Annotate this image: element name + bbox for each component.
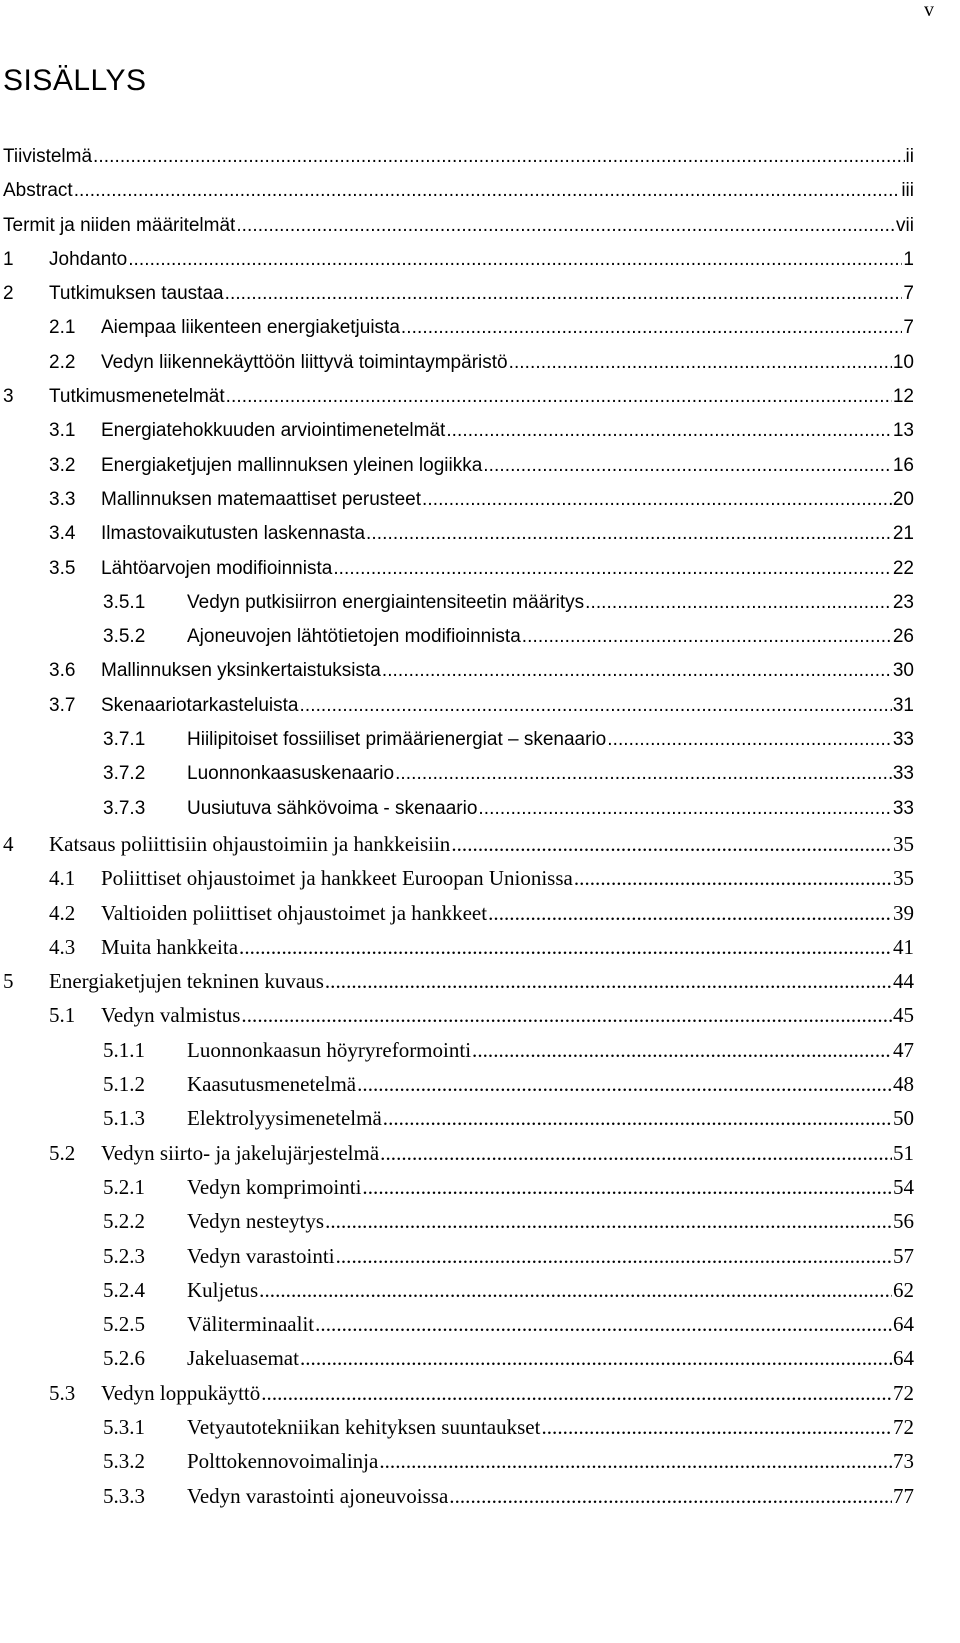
- section-title: Johdanto: [49, 248, 128, 270]
- section-page: 7: [903, 317, 914, 339]
- toc-entry[interactable]: [3, 283, 914, 317]
- section-number: 5.2.5: [103, 1312, 145, 1337]
- toc-entry[interactable]: [3, 866, 914, 900]
- toc-entry[interactable]: [3, 317, 914, 351]
- section-number: 5.3.1: [103, 1414, 145, 1439]
- section-title: Uusiutuva sähkövoima - skenaario: [187, 797, 478, 819]
- toc-entry[interactable]: [3, 1141, 914, 1175]
- section-page: 31: [892, 694, 914, 716]
- section-title: Luonnonkaasuskenaario: [187, 763, 395, 785]
- section-number: 5.3: [49, 1380, 76, 1405]
- dot-leader: [478, 798, 891, 820]
- section-number: 1: [3, 248, 14, 270]
- section-number: 5.3.3: [103, 1483, 145, 1508]
- toc-entry[interactable]: [3, 146, 914, 180]
- page-number: v: [924, 0, 934, 21]
- toc-entry[interactable]: [3, 695, 914, 729]
- section-page: iii: [901, 180, 914, 202]
- section-title: Luonnonkaasun höyryreformointi: [187, 1037, 472, 1062]
- toc-entry[interactable]: [3, 1038, 914, 1072]
- section-page: 72: [893, 1380, 914, 1405]
- section-title: Aiempaa liikenteen energiaketjuista: [101, 317, 400, 339]
- section-number: 3.7.3: [103, 797, 146, 819]
- dot-leader: [383, 1106, 892, 1131]
- section-page: 12: [892, 386, 914, 408]
- toc-entry[interactable]: [3, 1106, 914, 1140]
- section-page: 56: [893, 1209, 914, 1234]
- section-page: 13: [892, 420, 914, 442]
- toc-entry[interactable]: [3, 798, 914, 832]
- section-title: Kaasutusmenetelmä: [187, 1072, 357, 1097]
- section-number: 3.1: [49, 420, 76, 442]
- toc-entry[interactable]: [3, 180, 914, 214]
- dot-leader: [362, 1175, 892, 1200]
- section-page: 47: [893, 1037, 914, 1062]
- section-page: 62: [893, 1277, 914, 1302]
- section-number: 5.2.2: [103, 1209, 145, 1234]
- section-title: Vedyn varastointi ajoneuvoissa: [187, 1483, 449, 1508]
- dot-leader: [325, 969, 892, 994]
- toc-entry[interactable]: [3, 1175, 914, 1209]
- section-title: Termit ja niiden määritelmät: [3, 214, 236, 236]
- dot-leader: [541, 1415, 892, 1440]
- section-number: 3.5.2: [103, 626, 146, 648]
- section-title: Vedyn liikennekäyttöön liittyvä toimintaympäristö: [101, 351, 508, 373]
- dot-leader: [226, 386, 892, 408]
- dot-leader: [300, 1346, 892, 1371]
- section-number: 5.1.1: [103, 1037, 145, 1062]
- toc-entry[interactable]: [3, 352, 914, 386]
- dot-leader: [325, 1209, 892, 1234]
- dot-leader: [401, 317, 903, 339]
- section-number: 5.2.3: [103, 1243, 145, 1268]
- section-title: Tutkimuksen taustaa: [49, 283, 224, 305]
- section-title: Elektrolyysimenetelmä: [187, 1106, 382, 1131]
- toc-entry[interactable]: [3, 1312, 914, 1346]
- section-page: 45: [893, 1003, 914, 1028]
- section-title: Jakeluasemat: [187, 1346, 299, 1371]
- table-of-contents: [3, 146, 914, 1518]
- section-page: 77: [893, 1483, 914, 1508]
- toc-entry[interactable]: [3, 660, 914, 694]
- toc-entry[interactable]: [3, 455, 914, 489]
- section-title: Mallinnuksen yksinkertaistuksista: [101, 660, 381, 682]
- dot-leader: [315, 1312, 892, 1337]
- section-number: 2: [3, 283, 14, 305]
- section-title: Muita hankkeita: [101, 934, 239, 959]
- dot-leader: [366, 523, 892, 545]
- section-title: Vedyn putkisiirron energiaintensiteetin määritys: [187, 591, 585, 613]
- section-number: 5.2.6: [103, 1346, 145, 1371]
- section-title: Ajoneuvojen lähtötietojen modifioinnista: [187, 626, 521, 648]
- section-title: Mallinnuksen matemaattiset perusteet: [101, 488, 421, 510]
- section-title: Katsaus poliittisiin ohjaustoimiin ja hankkeisiin: [49, 831, 451, 856]
- dot-leader: [259, 1278, 892, 1303]
- toc-entry[interactable]: [3, 523, 914, 557]
- section-number: 4.3: [49, 934, 76, 959]
- section-page: 64: [893, 1346, 914, 1371]
- section-page: 7: [903, 283, 914, 305]
- section-page: 35: [893, 866, 914, 891]
- section-page: 41: [893, 934, 914, 959]
- section-title: Vedyn siirto- ja jakelujärjestelmä: [101, 1140, 380, 1165]
- toc-entry[interactable]: [3, 1278, 914, 1312]
- section-title: Lähtöarvojen modifioinnista: [101, 557, 333, 579]
- section-title: Tutkimusmenetelmät: [49, 386, 225, 408]
- dot-leader: [379, 1449, 892, 1474]
- section-page: 10: [892, 351, 914, 373]
- toc-entry[interactable]: [3, 763, 914, 797]
- section-page: 22: [892, 557, 914, 579]
- section-title: Vedyn komprimointi: [187, 1174, 362, 1199]
- dot-leader: [357, 1072, 892, 1097]
- toc-entry[interactable]: [3, 1244, 914, 1278]
- toc-entry[interactable]: [3, 215, 914, 249]
- section-number: 5.1.3: [103, 1106, 145, 1131]
- section-page: 33: [892, 763, 914, 785]
- dot-leader: [380, 1141, 892, 1166]
- dot-leader: [395, 763, 892, 785]
- section-number: 3.5: [49, 557, 76, 579]
- dot-leader: [225, 283, 903, 305]
- dot-leader: [574, 866, 892, 891]
- section-title: Hiilipitoiset fossiiliset primäärienergiat – skenaario: [187, 729, 607, 751]
- toc-entry[interactable]: [3, 729, 914, 763]
- section-title: Poliittiset ohjaustoimet ja hankkeet Euroopan Unionissa: [101, 866, 573, 891]
- toc-heading: SISÄLLYS: [3, 64, 147, 97]
- section-title: Vetyautotekniikan kehityksen suuntaukset: [187, 1414, 541, 1439]
- toc-entry[interactable]: [3, 420, 914, 454]
- toc-entry[interactable]: [3, 969, 914, 1003]
- section-number: 5.3.2: [103, 1449, 145, 1474]
- dot-leader: [333, 558, 892, 580]
- toc-entry[interactable]: [3, 935, 914, 969]
- section-title: Tiivistelmä: [3, 146, 93, 167]
- section-number: 5.2: [49, 1140, 76, 1165]
- section-number: 2.1: [49, 317, 76, 339]
- toc-entry[interactable]: [3, 1072, 914, 1106]
- section-page: 23: [892, 591, 914, 613]
- section-page: 72: [893, 1414, 914, 1439]
- section-number: 4.1: [49, 866, 76, 891]
- section-page: 16: [892, 454, 914, 476]
- dot-leader: [509, 352, 892, 374]
- section-title: Energiaketjujen mallinnuksen yleinen logiikka: [101, 454, 483, 476]
- toc-entry[interactable]: [3, 386, 914, 420]
- section-title: Valtioiden poliittiset ohjaustoimet ja hankkeet: [101, 900, 488, 925]
- section-number: 4: [3, 831, 14, 856]
- dot-leader: [472, 1038, 892, 1063]
- dot-leader: [382, 660, 892, 682]
- section-title: Abstract: [3, 180, 73, 202]
- toc-entry[interactable]: [3, 901, 914, 935]
- section-number: 3: [3, 386, 14, 408]
- toc-entry[interactable]: [3, 1346, 914, 1380]
- section-number: 3.6: [49, 660, 76, 682]
- dot-leader: [128, 249, 902, 271]
- dot-leader: [522, 626, 892, 648]
- section-page: 35: [893, 831, 914, 856]
- toc-entry[interactable]: [3, 1003, 914, 1037]
- dot-leader: [336, 1244, 892, 1269]
- section-title: Vedyn valmistus: [101, 1003, 241, 1028]
- toc-entry[interactable]: [3, 626, 914, 660]
- dot-leader: [300, 695, 892, 717]
- section-number: 3.5.1: [103, 591, 146, 613]
- section-page: 1: [903, 248, 914, 270]
- section-number: 5.1: [49, 1003, 76, 1028]
- section-title: Väliterminaalit: [187, 1312, 315, 1337]
- toc-entry[interactable]: [3, 1449, 914, 1483]
- toc-entry[interactable]: [3, 249, 914, 283]
- dot-leader: [585, 592, 892, 614]
- section-number: 3.3: [49, 488, 76, 510]
- section-title: Vedyn loppukäyttö: [101, 1380, 261, 1405]
- section-page: 20: [892, 488, 914, 510]
- section-page: 33: [892, 797, 914, 819]
- dot-leader: [607, 729, 892, 751]
- dot-leader: [422, 489, 892, 511]
- section-number: 3.2: [49, 454, 76, 476]
- section-page: 33: [892, 729, 914, 751]
- section-number: 3.7.1: [103, 729, 146, 751]
- section-number: 5.1.2: [103, 1072, 145, 1097]
- dot-leader: [93, 146, 905, 168]
- dot-leader: [236, 215, 895, 237]
- section-number: 3.7.2: [103, 763, 146, 785]
- section-page: 73: [893, 1449, 914, 1474]
- dot-leader: [449, 1484, 892, 1509]
- toc-entry[interactable]: [3, 558, 914, 592]
- toc-entry[interactable]: [3, 1415, 914, 1449]
- section-page: 57: [893, 1243, 914, 1268]
- section-number: 5: [3, 969, 14, 994]
- dot-leader: [241, 1003, 892, 1028]
- section-page: 64: [893, 1312, 914, 1337]
- section-page: 30: [892, 660, 914, 682]
- section-page: 51: [893, 1140, 914, 1165]
- section-page: ii: [905, 146, 914, 167]
- section-title: Vedyn nesteytys: [187, 1209, 325, 1234]
- toc-entry[interactable]: [3, 1484, 914, 1518]
- section-title: Energiaketjujen tekninen kuvaus: [49, 969, 324, 994]
- section-page: 39: [893, 900, 914, 925]
- dot-leader: [483, 455, 892, 477]
- dot-leader: [261, 1381, 892, 1406]
- dot-leader: [239, 935, 892, 960]
- section-page: 26: [892, 626, 914, 648]
- section-page: vii: [896, 214, 914, 236]
- section-page: 44: [893, 969, 914, 994]
- toc-entry[interactable]: [3, 1209, 914, 1243]
- section-title: Polttokennovoimalinja: [187, 1449, 379, 1474]
- dot-leader: [74, 180, 901, 202]
- toc-entry[interactable]: [3, 1381, 914, 1415]
- section-page: 50: [893, 1106, 914, 1131]
- dot-leader: [451, 832, 892, 857]
- section-number: 3.4: [49, 523, 76, 545]
- section-number: 5.2.4: [103, 1277, 145, 1302]
- section-page: 54: [893, 1174, 914, 1199]
- section-number: 3.7: [49, 694, 76, 716]
- section-title: Vedyn varastointi: [187, 1243, 335, 1268]
- dot-leader: [488, 901, 892, 926]
- section-number: 5.2.1: [103, 1174, 145, 1199]
- section-page: 48: [893, 1072, 914, 1097]
- section-number: 4.2: [49, 900, 76, 925]
- section-number: 2.2: [49, 351, 76, 373]
- section-title: Kuljetus: [187, 1277, 259, 1302]
- section-title: Energiatehokkuuden arviointimenetelmät: [101, 420, 446, 442]
- section-page: 21: [892, 523, 914, 545]
- dot-leader: [446, 420, 892, 442]
- section-title: Ilmastovaikutusten laskennasta: [101, 523, 366, 545]
- section-title: Skenaariotarkasteluista: [101, 694, 299, 716]
- toc-entry[interactable]: [3, 592, 914, 626]
- toc-entry[interactable]: [3, 832, 914, 866]
- toc-entry[interactable]: [3, 489, 914, 523]
